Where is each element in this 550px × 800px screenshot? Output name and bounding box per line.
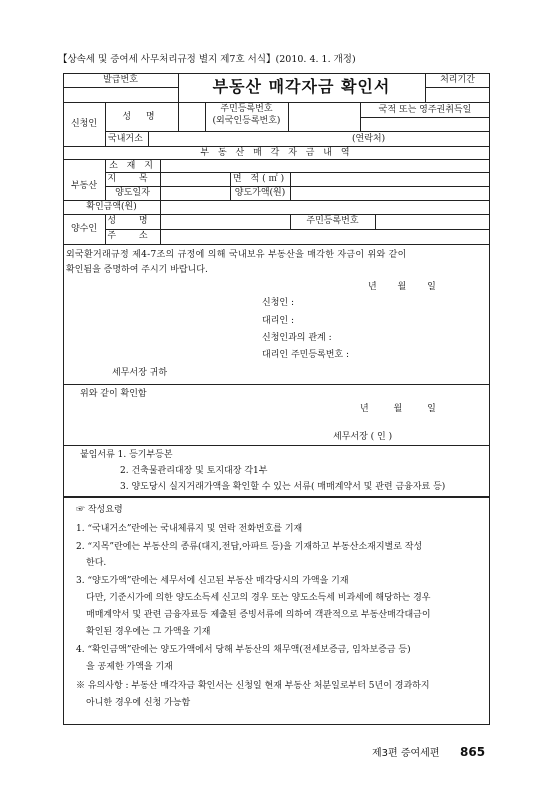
residence-label: 국내거소 xyxy=(108,134,143,144)
applicant-id-label: 주민등록번호 xyxy=(220,104,273,114)
instruction-line-9: 을 공제한 가액을 기재 xyxy=(86,662,173,672)
request-line-2: 확인됨을 증명하여 주시기 바랍니다. xyxy=(66,265,208,275)
instruction-line-1: 1. “국내거소”란에는 국내체류지 및 연락 전화번호를 기재 xyxy=(76,524,303,534)
agent-id-label: 대리인 주민등록번호 : xyxy=(262,350,350,360)
notice-line-2: 아니한 경우에 신청 가능함 xyxy=(86,698,191,708)
property-section-label: 부동산 xyxy=(70,181,98,191)
notice-line-1: ※ 유의사항 : 부동산 매각자금 확인서는 신청일 현재 부동산 처분일로부터 5년이 경과하지 xyxy=(76,681,430,691)
transfer-price-label: 양도가액(원) xyxy=(234,188,286,198)
page-number: 865 xyxy=(460,745,486,759)
sale-details-heading: 부 동 산 매 각 자 금 내 역 xyxy=(200,148,353,158)
attachment-3: 3. 양도당시 실지거래가액을 확인할 수 있는 서류( 매매계약서 및 관련 금융자료 등) xyxy=(120,482,446,492)
instructions-heading: ☞ 작성요령 xyxy=(76,505,123,515)
addressee: 세무서장 귀하 xyxy=(112,368,168,378)
instruction-line-6: 매매계약서 및 관련 금융자료등 제출된 증빙서류에 의하여 객관적으로 부동산매각대금이 xyxy=(86,610,431,620)
confirmation-date: 년 월 일 xyxy=(360,404,436,414)
tax-office-seal: 세무서장 ( 인 ) xyxy=(333,432,393,442)
issue-no-label: 발급번호 xyxy=(103,75,138,85)
transferee-id-label: 주민등록번호 xyxy=(306,216,359,226)
location-label: 소 재 지 xyxy=(109,161,156,171)
form-title: 부동산 매각자금 확인서 xyxy=(212,77,391,96)
instruction-line-2: 2. “지목”란에는 부동산의 종류(대지,전답,아파트 등)을 기재하고 부동산소재지별로 작성 xyxy=(76,542,423,552)
request-line-1: 외국환거래규정 제4-7조의 규정에 의해 국내보유 부동산을 매각한 자금이 위와 같이 xyxy=(66,250,407,260)
transferee-name-label: 성 명 xyxy=(107,216,158,226)
confirm-amount-label: 확인금액(원) xyxy=(86,202,137,212)
processing-period-label: 처리기간 xyxy=(440,75,475,85)
applicant-signature-label: 신청인 : xyxy=(262,298,294,308)
instruction-line-7: 확인된 경우에는 그 가액을 기재 xyxy=(86,627,211,637)
attachment-2: 2. 건축물관리대장 및 토지대장 각1부 xyxy=(120,466,268,476)
confirmation-text: 위와 같이 확인함 xyxy=(80,389,147,399)
land-category-label: 지 목 xyxy=(107,174,158,184)
nationality-label: 국적 또는 영주권취득일 xyxy=(378,105,472,115)
agent-signature-label: 대리인 : xyxy=(262,316,294,326)
transfer-date-label: 양도일자 xyxy=(115,188,150,198)
footer-section: 제3편 증여세편 xyxy=(372,748,440,759)
transferee-address-label: 주 소 xyxy=(107,231,158,241)
instruction-line-8: 4. “확인금액”란에는 양도가액에서 당해 부동산의 채무액(전세보증금, 임차보증금 등) xyxy=(76,645,411,655)
instruction-line-4: 3. “양도가액”란에는 세무서에 신고된 부동산 매각당시의 가액을 기재 xyxy=(76,576,349,586)
applicant-foreign-id-label: (외국인등록번호) xyxy=(212,116,281,126)
relation-label: 신청인과의 관계 : xyxy=(262,333,332,343)
attachment-1: 붙임서류 1. 등기부등본 xyxy=(80,450,173,460)
contact-label: (연락처) xyxy=(352,134,386,144)
applicant-name-label: 성 명 xyxy=(122,112,161,122)
transferee-section-label: 양수인 xyxy=(70,224,98,234)
instruction-line-3: 한다. xyxy=(86,558,107,568)
instruction-line-5: 다만, 기준시가에 의한 양도소득세 신고의 경우 또는 양도소득세 비과세에 해당하는 경우 xyxy=(86,593,431,603)
area-label: 면 적(㎡) xyxy=(232,174,288,184)
form-citation: 【상속세 및 증여세 사무처리규정 별지 제7호 서식】(2010. 4. 1. 개정) xyxy=(58,54,356,65)
applicant-section-label: 신청인 xyxy=(70,119,98,129)
request-date: 년 월 일 xyxy=(368,282,436,292)
